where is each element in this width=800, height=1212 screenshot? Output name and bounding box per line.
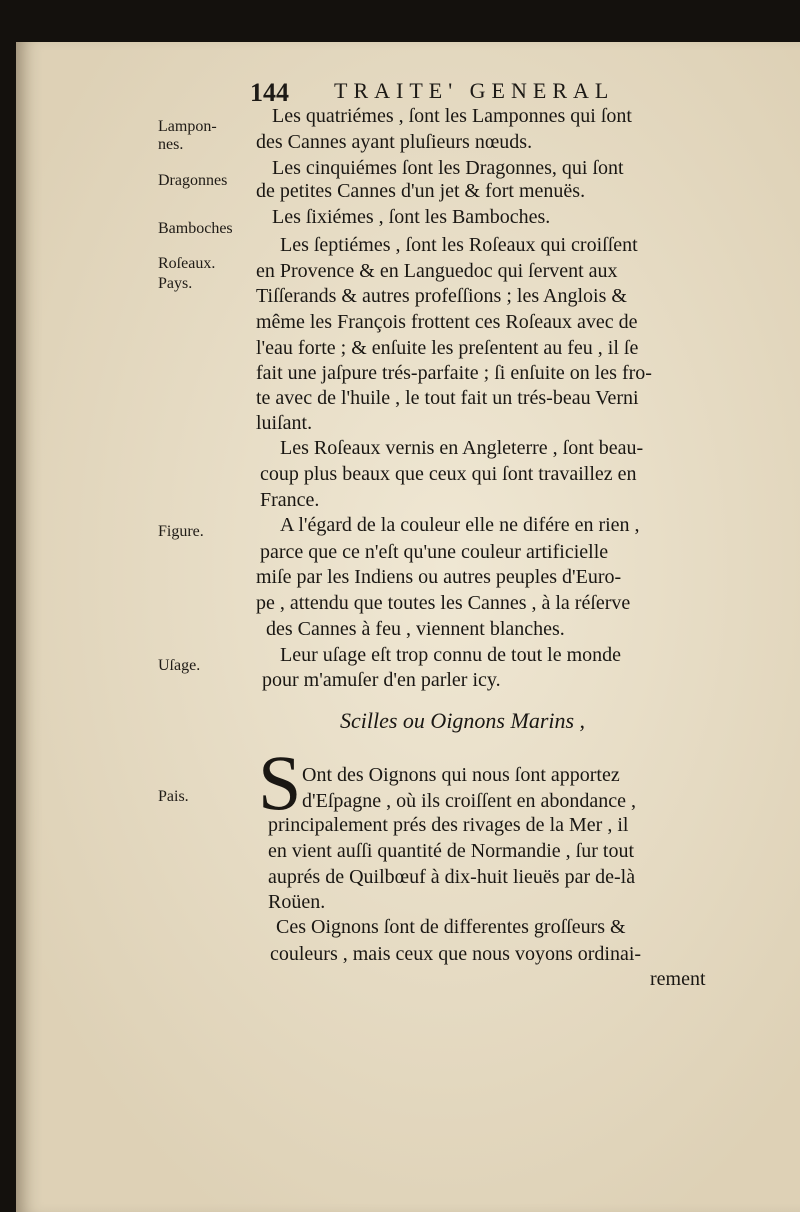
text-line: en vient auſſi quantité de Normandie , ſur tout [268,840,635,862]
text-line: Ces Oignons ſont de differentes groſſeurs & [276,916,626,938]
text-line: des Cannes ayant pluſieurs nœuds. [256,131,533,153]
text-line: France. [260,489,320,511]
text-line: Tiſſerands & autres profeſſions ; les Anglois & [256,285,627,307]
section-heading: Scilles ou Oignons Marins , [340,708,586,733]
text-line: des Cannes à feu , viennent blanches. [266,618,565,640]
text-line: fait une jaſpure trés-parfaite ; ſi enſuite on les fro- [256,362,652,384]
text-line: de petites Cannes d'un jet & fort menuës. [256,180,586,202]
text-line: principalement prés des rivages de la Mer , il [268,814,629,836]
text-line: miſe par les Indiens ou autres peuples d'Euro- [256,566,622,588]
page-number: 144 [250,78,289,107]
text-line: luiſant. [256,412,313,434]
text-line: Les cinquiémes ſont les Dragonnes, qui ſont [272,157,624,179]
text-line: rement [650,968,706,990]
margin-note-figure: Figure. [158,523,204,540]
text-line: pour m'amuſer d'en parler icy. [262,669,501,691]
text-line: Les Roſeaux vernis en Angleterre , ſont beau- [280,437,644,459]
margin-note-lamponnes: Lampon- nes. [158,118,217,153]
margin-note-usage: Uſage. [158,657,201,674]
text-line: Roüen. [268,891,326,913]
text-line: pe , attendu que toutes les Cannes , à la réſerve [256,592,631,614]
text-line: Les ſixiémes , ſont les Bamboches. [272,206,551,228]
text-line: en Provence & en Languedoc qui ſervent aux [256,260,618,282]
text-line: Les ſeptiémes , ſont les Roſeaux qui croiſſent [280,234,638,256]
text-line: l'eau forte ; & enſuite les preſentent au feu , il ſe [256,337,639,359]
text-line: d'Eſpagne , où ils croiſſent en abondance , [302,790,637,812]
margin-note-roseaux: Roſeaux. [158,255,216,272]
margin-note-bamboches: Bamboches [158,220,233,237]
text-line: te avec de l'huile , le tout fait un trés-beau Verni [256,387,639,409]
text-line: Leur uſage eſt trop connu de tout le monde [280,644,622,666]
text-line: A l'égard de la couleur elle ne difére en rien , [280,514,640,536]
text-line: même les François frottent ces Roſeaux avec de [256,311,638,333]
text-line: coup plus beaux que ceux qui ſont travaillez en [260,463,637,485]
running-title: TRAITE' GENERAL [334,78,615,103]
drop-cap: S [258,739,302,826]
text-line: Ont des Oignons qui nous ſont apportez [302,764,620,786]
margin-note-pays: Pays. [158,275,193,292]
margin-note-dragonnes: Dragonnes [158,172,228,189]
text-line: parce que ce n'eſt qu'une couleur artificielle [260,541,609,563]
text-line: auprés de Quilbœuf à dix-huit lieuës par de-là [268,866,636,888]
text-line: couleurs , mais ceux que nous voyons ordinai- [270,943,642,965]
text-line: Les quatriémes , ſont les Lamponnes qui ſont [272,105,632,127]
margin-note-pais: Pais. [158,788,189,805]
